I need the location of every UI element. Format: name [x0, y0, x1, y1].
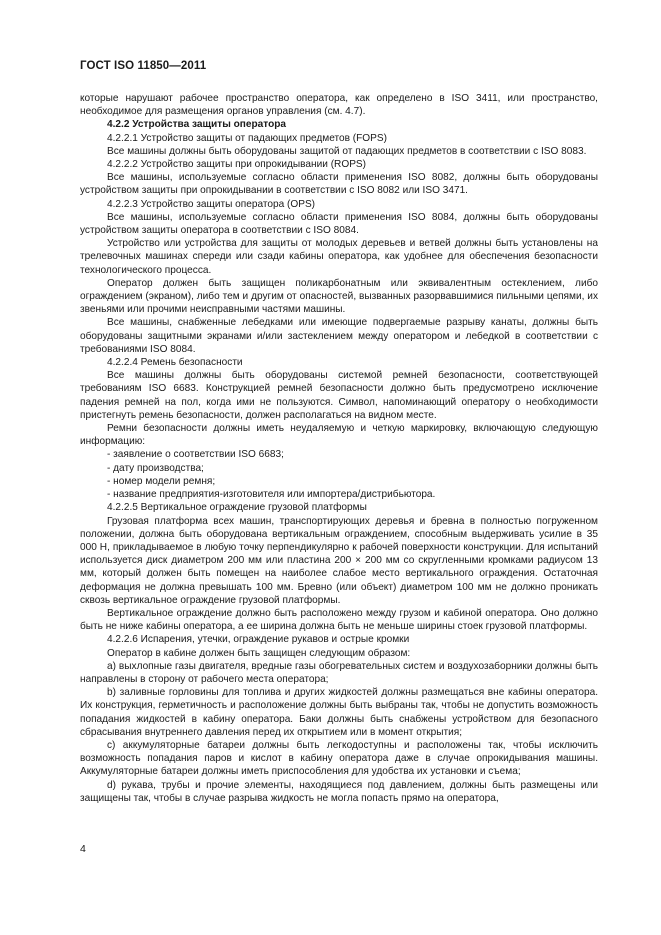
paragraph: Ремни безопасности должны иметь неудаляемую и четкую маркировку, включающую следующую информацию: [80, 423, 598, 448]
paragraph: 4.2.2.1 Устройство защиты от падающих предметов (FOPS) [107, 132, 387, 144]
paragraph: - дату производства; [107, 462, 204, 474]
paragraph: Устройство или устройства для защиты от молодых деревьев и ветвей должны быть установлены на трелевочных машинах спереди или сзади кабины оператора, как удобнее для обеспечения безопасности технологического процесса. [80, 238, 598, 276]
paragraph: Вертикальное ограждение должно быть расположено между грузом и кабиной оператора. Оно должно быть не ниже кабины оператора, а ее ширина должна быть не меньше ширины стоек грузовой платформы. [80, 607, 598, 633]
document-header: ГОСТ ISO 11850—2011 [80, 60, 207, 72]
paragraph: c) аккумуляторные батареи должны быть легкодоступны и расположены так, чтобы исключить возможность попадания паров и кислот в кабину оператора даже в случае опрокидывания машины. Аккумуляторные батареи должны иметь приспособления для удобства их установки и съема; [80, 739, 598, 778]
paragraph: Грузовая платформа всех машин, транспортирующих деревья и бревна в полностью погруженном положении, должна быть оборудована вертикальным ограждением, способным выдерживать усилие в 35 000 Н, прикладываемое в любую точку перпендикулярно к рабочей поверхности конструкции. Для испытаний используется диск диаметром 200 мм или пластина 200 × 200 мм со скругленными кромками радиусом 13 мм, который должен быть помещен на наиболее слабое место вертикального ограждения. Остаточная деформация не должна превышать 100 мм. Бревно (или объект) диаметром 100 мм не должно проникать сквозь вертикальное ограждение грузовой платформы. [80, 515, 598, 606]
paragraph: 4.2.2.6 Испарения, утечки, ограждение рукавов и острые кромки [107, 634, 410, 646]
paragraph: - заявление о соответствии ISO 6683; [107, 449, 284, 461]
paragraph: - номер модели ремня; [107, 475, 216, 487]
paragraph: Все машины, используемые согласно области применения ISO 8084, должны быть оборудованы устройством защиты оператора в соответствии с ISO 8084. [80, 211, 598, 237]
paragraph: Все машины должны быть оборудованы системой ремней безопасности, соответствующей требованиям ISO 6683. Конструкцией ремней безопасности должно быть предусмотрено исключение падения ремней на пол, когда ими не пользуются. Символ, напоминающий оператору о необходимости пристегнуть ремень безопасности, должен располагаться на видном месте. [80, 370, 598, 421]
paragraph: d) рукава, трубы и прочие элементы, находящиеся под давлением, должны быть размещены или защищены так, чтобы в случае разрыва жидкость не могла попасть прямо на оператора, [80, 779, 598, 804]
paragraph: 4.2.2.2 Устройство защиты при опрокидывании (ROPS) [107, 159, 367, 171]
paragraph: 4.2.2.5 Вертикальное ограждение грузовой платформы [107, 502, 367, 514]
paragraph: Оператор в кабине должен быть защищен следующим образом: [107, 647, 411, 659]
paragraph: 4.2.2.4 Ремень безопасности [107, 357, 243, 369]
paragraph: Все машины, снабженные лебедками или имеющие подвергаемые разрыву канаты, должны быть оборудованы защитными экранами и/или застеклением между оператором и лебедкой в соответствии с требованиями ISO 8084. [80, 317, 598, 355]
paragraph: - название предприятия-изготовителя или импортера/дистрибьютора. [107, 489, 436, 501]
paragraph: a) выхлопные газы двигателя, вредные газы обогревательных систем и воздухозаборники должны быть направлены в сторону от рабочего места оператора; [80, 660, 598, 685]
paragraph: Все машины должны быть оборудованы защитой от падающих предметов в соответствии с ISO 8083. [107, 145, 587, 157]
paragraph: Все машины, используемые согласно области применения ISO 8082, должны быть оборудованы устройством защиты при опрокидывании в соответствии с ISO 8082 или ISO 3471. [80, 172, 598, 197]
paragraph: 4.2.2.3 Устройство защиты оператора (OPS) [107, 198, 316, 210]
paragraph: 4.2.2 Устройства защиты оператора [107, 119, 287, 131]
paragraph: Оператор должен быть защищен поликарбонатным или эквивалентным остеклением, либо ограждением (экраном), либо тем и другим от опасностей, вызванных разорвавшимися пильными цепями, их звеньями или прочими неисправными частями машины. [80, 277, 598, 316]
paragraph: b) заливные горловины для топлива и других жидкостей должны размещаться вне кабины оператора. Их конструкция, герметичность и расположение должны быть выбраны так, чтобы не допустить возможность попадания жидкостей в кабину оператора. Баки должны быть снабжены устройством для безопасного сбрасывания внутреннего давления перед их открытием или в момент открытия; [80, 687, 598, 738]
body-text [80, 92, 598, 805]
page-number: 4 [80, 843, 86, 855]
paragraph: которые нарушают рабочее пространство оператора, как определено в ISO 3411, или пространство, необходимое для размещения органов управления (см. 4.7). [80, 93, 598, 118]
